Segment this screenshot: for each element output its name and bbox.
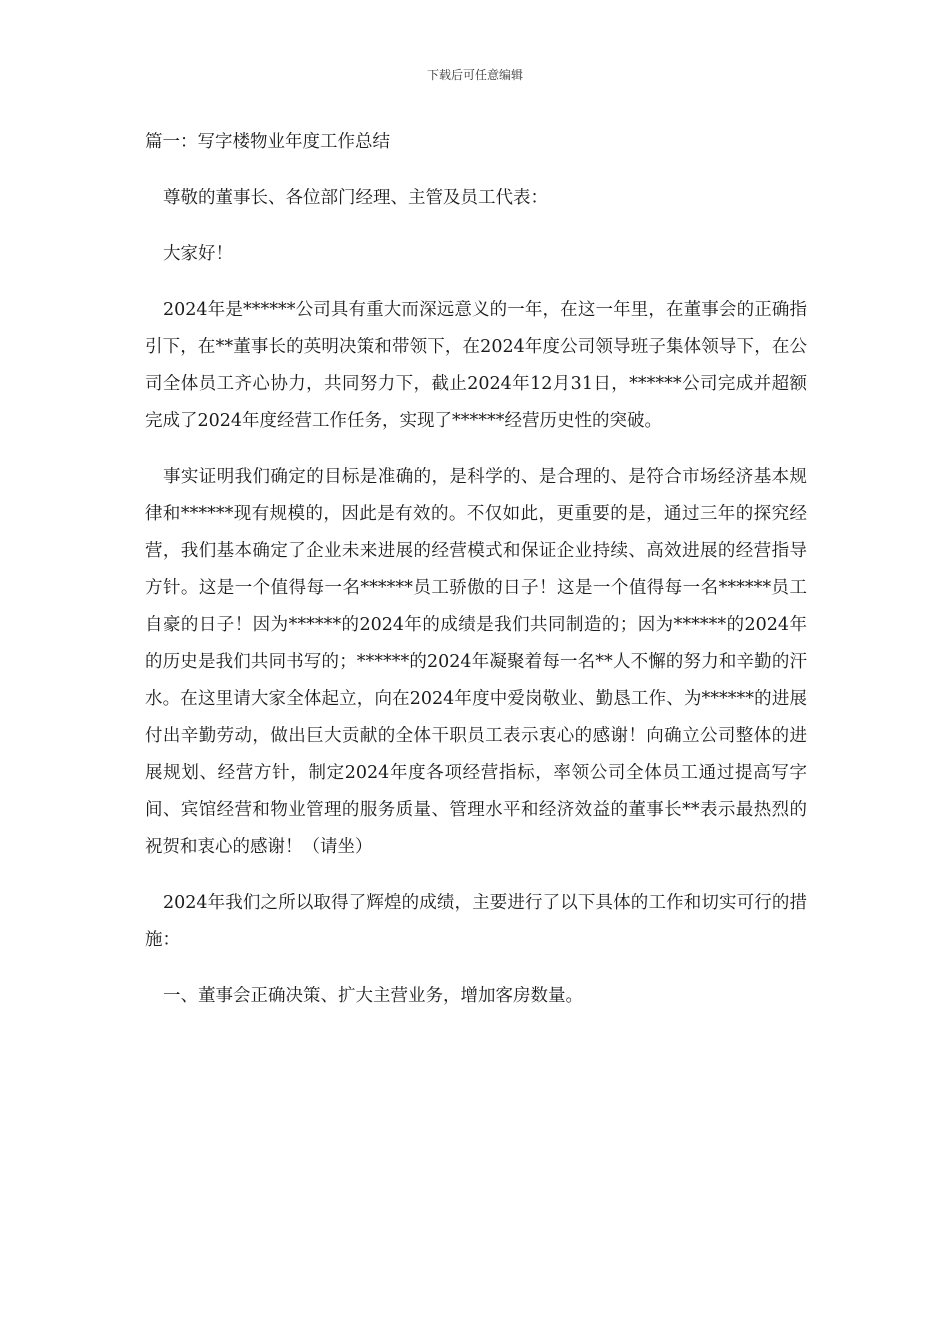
page-header: 下载后可任意编辑 (426, 68, 523, 82)
document-body (145, 124, 807, 1015)
paragraph: 2024年是******公司具有重大而深远意义的一年，在这一年里，在董事会的正确指引下，在**董事长的英明决策和带领下，在2024年度公司领导班子集体领导下，在公司全体员工齐心协力，共同努力下，截止2024年12月31日，******公司完成并超额完成了2024年度经营工作任务，实现了******经营历史性的突破。 (145, 300, 807, 431)
document-title: 篇一：写字楼物业年度工作总结 (145, 132, 390, 152)
section-heading: 一、董事会正确决策、扩大主营业务，增加客房数量。 (163, 986, 583, 1006)
paragraph: 事实证明我们确定的目标是准确的，是科学的、是合理的、是符合市场经济基本规律和******现有规模的，因此是有效的。不仅如此，更重要的是，通过三年的探究经营，我们基本确定了企业未来进展的经营模式和保证企业持续、高效进展的经营指导方针。这是一个值得每一名******员工骄傲的日子！这是一个值得每一名******员工自豪的日子！因为******的2024年的成绩是我们共同制造的；因为******的2024年的历史是我们共同书写的；******的2024年凝聚着每一名**人不懈的努力和辛勤的汗水。在这里请大家全体起立，向在2024年度中爱岗敬业、勤恳工作、为******的进展付出辛勤劳动，做出巨大贡献的全体干职员工表示衷心的感谢！向确立公司整体的进展规划、经营方针，制定2024年度各项经营指标，率领公司全体员工通过提高写字间、宾馆经营和物业管理的服务质量、管理水平和经济效益的董事长**表示最热烈的祝贺和衷心的感谢！（请坐） (145, 467, 807, 857)
greeting: 大家好！ (163, 244, 233, 264)
paragraph: 2024年我们之所以取得了辉煌的成绩，主要进行了以下具体的工作和切实可行的措施： (145, 893, 807, 950)
salutation: 尊敬的董事长、各位部门经理、主管及员工代表： (163, 188, 548, 208)
